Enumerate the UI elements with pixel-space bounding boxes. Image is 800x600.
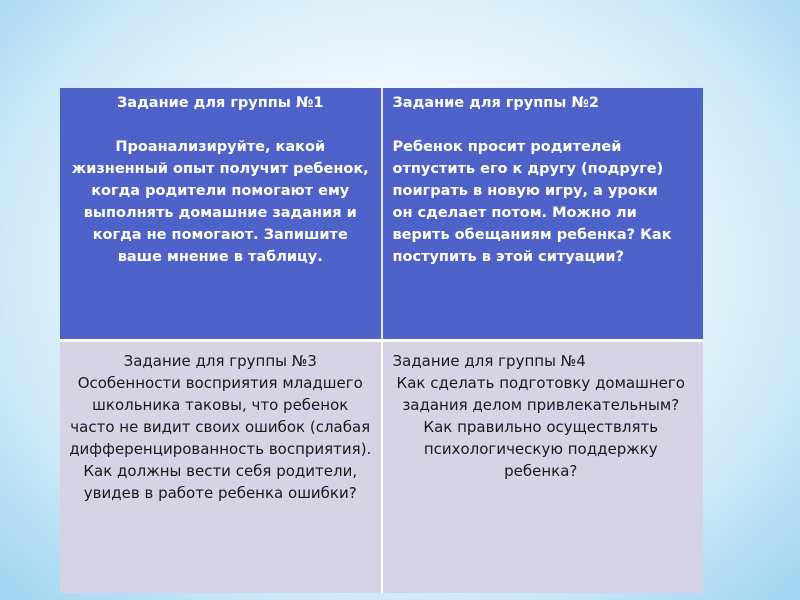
task-title: Задание для группы №3	[123, 351, 317, 370]
task-text: Проанализируйте, какой жизненный опыт получит ребенок, когда родители помогают ему выполнять домашние задания и когда не помогают. Запишите ваше мнение в таблицу.	[71, 139, 369, 265]
task-title: Задание для группы №4	[392, 351, 586, 370]
task-text: Ребенок просит родителей отпустить его к другу (подруге) поиграть в новую игру, а уроки он сделает потом. Можно ли верить обещаниям ребенка? Как поступить в этой ситуации?	[392, 139, 672, 265]
table-row	[60, 340, 703, 593]
task-cell-group-3	[60, 340, 382, 593]
task-cell-group-1	[60, 88, 382, 340]
task-title: Задание для группы №2	[392, 95, 599, 111]
task-text: Как сделать подготовку домашнего задания делом привлекательным? Как правильно осуществлять психологическую поддержку ребенка?	[396, 373, 685, 480]
task-text: Особенности восприятия младшего школьника таковы, что ребенок часто не видит своих ошибок (слабая дифференцированность восприятия). Как должны вести себя родители, увидев в работе ребенка ошибки?	[69, 373, 372, 502]
task-cell-group-2	[382, 88, 704, 340]
task-title: Задание для группы №1	[117, 95, 324, 111]
task-cell-group-4	[382, 340, 704, 593]
table-row	[60, 88, 703, 340]
tasks-table	[60, 88, 703, 593]
